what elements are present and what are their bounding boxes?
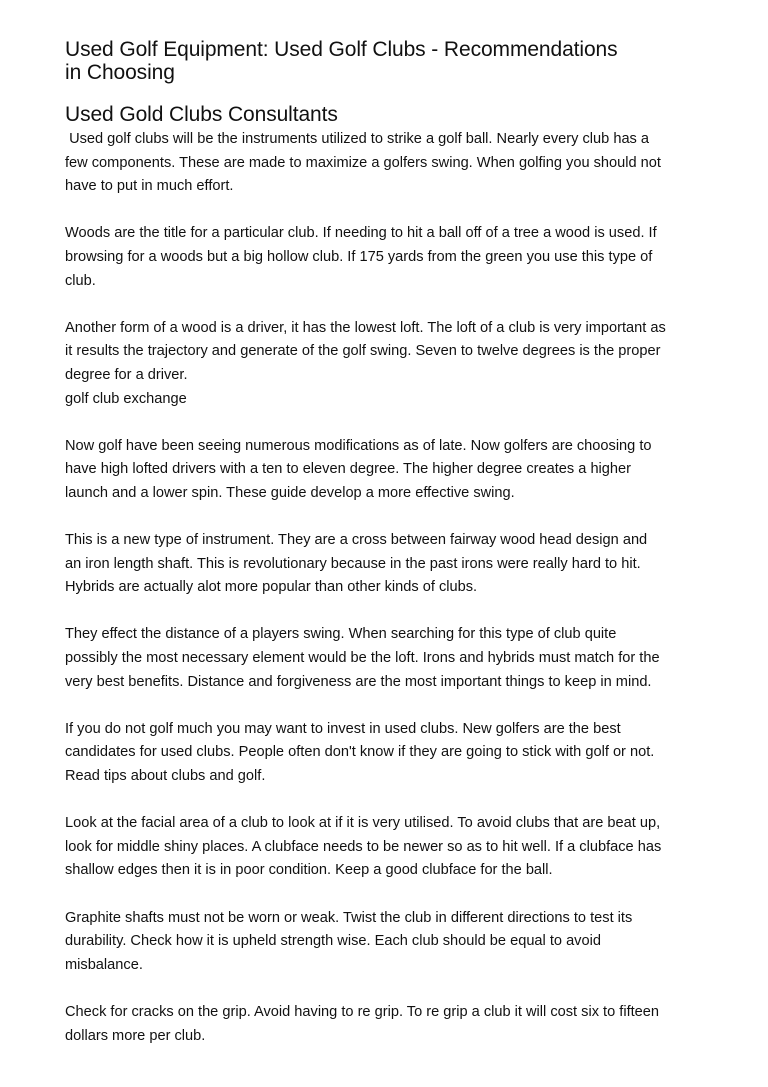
paragraph-hybrids: This is a new type of instrument. They are a cross between fairway wood head design and an iron length shaft. This is revolutionary because in the past irons were really hard to hit. Hybrids are actually alot more popular than other kinds of clubs. [65, 532, 648, 596]
paragraph-irons: They effect the distance of a players swing. When searching for this type of club quite possibly the most necessary element would be the loft. Irons and hybrids must match for the very best benefits. Distance and forgiveness are the most important things to keep in mind. [65, 626, 660, 690]
paragraph-grip: Check for cracks on the grip. Avoid having to re grip. To re grip a club it will cost six to fifteen dollars more per club. [65, 1003, 660, 1044]
paragraph-new-golfers: If you do not golf much you may want to invest in used clubs. New golfers are the best candidates for used clubs. People often don't know if they are going to stick with golf or not. Read tips about clubs and golf. [65, 720, 655, 785]
document-title: Used Golf Equipment: Used Golf Clubs - Recommendations in Choosing [65, 38, 618, 84]
paragraph-clubface: Look at the facial area of a club to look at if it is very utilised. To avoid clubs that are beat up, look for middle shiny places. A clubface needs to be newer so as to hit well. If a clubface has shallow edges then it is in poor condition. Keep a good clubface for the ball. [65, 815, 662, 879]
paragraph-woods: Woods are the title for a particular club. If needing to hit a ball off of a tree a wood is used. If browsing for a woods but a big hollow club. If 175 yards from the green you use this type of club. [65, 225, 657, 289]
golf-club-exchange-link[interactable]: golf club exchange [65, 390, 187, 407]
paragraph-modifications: Now golf have been seeing numerous modifications as of late. Now golfers are choosing to have high lofted drivers with a ten to eleven degree. The higher degree creates a higher launch and a lower spin. These guide develop a more effective swing. [65, 437, 652, 501]
section-heading: Used Gold Clubs Consultants [65, 103, 338, 126]
paragraph-graphite-shafts: Graphite shafts must not be worn or weak. Twist the club in different directions to test its durability. Check how it is upheld strength wise. Each club should be equal to avoid misbalance. [65, 909, 633, 973]
paragraph-driver: Another form of a wood is a driver, it has the lowest loft. The loft of a club is very important as it results the trajectory and generate of the golf swing. Seven to twelve degrees is the proper degree for a driver. [65, 319, 666, 383]
paragraph-intro: Used golf clubs will be the instruments utilized to strike a golf ball. Nearly every club has a few components. These are made to maximize a golfers swing. When golfing you should not have to put in much effort. [65, 131, 661, 195]
document-page [65, 38, 715, 1048]
